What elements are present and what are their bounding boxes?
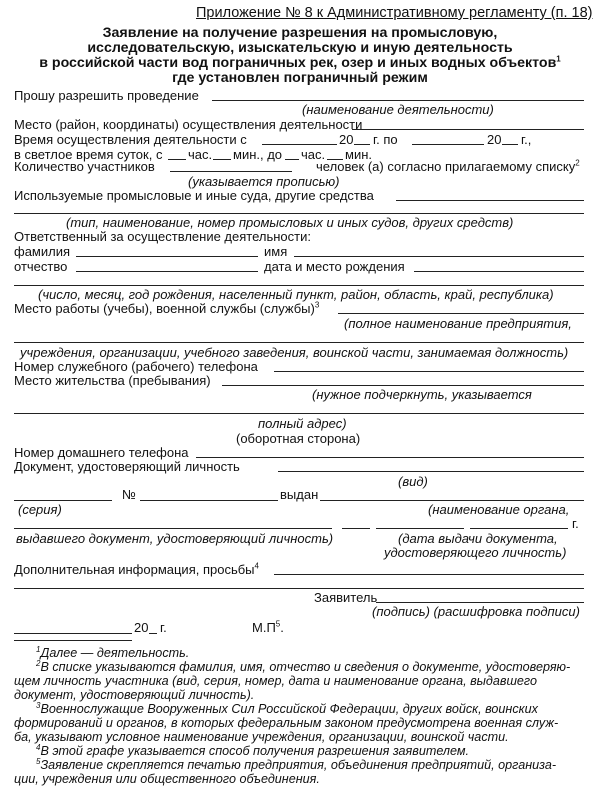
kind-hint: (вид) — [398, 474, 428, 489]
issue-year-suffix: г. — [572, 516, 579, 531]
sign-date-field-underline — [14, 640, 132, 641]
work-field[interactable] — [338, 313, 584, 314]
series-field[interactable] — [14, 500, 112, 501]
extra-info-field[interactable] — [274, 574, 584, 575]
minutes-label-2: мин. — [345, 147, 372, 162]
extra-info-field-line-2[interactable] — [14, 588, 584, 589]
id-document-label: Документ, удостоверяющий личность — [14, 459, 240, 474]
vessels-hint: (тип, наименование, номер промысловых и иных судов, других средств) — [66, 215, 514, 230]
stamp-label: $М.П^5$. — [252, 619, 284, 635]
residence-label: Место жительства (пребывания) — [14, 373, 211, 388]
surname-field[interactable] — [76, 256, 258, 257]
start-date-field[interactable] — [262, 144, 337, 145]
issue-date-hint-1: (дата выдачи документа, — [398, 531, 558, 546]
responsible-label: Ответственный за осуществление деятельности: — [14, 229, 311, 244]
work-phone-field[interactable] — [274, 371, 584, 372]
to-hours-field[interactable] — [285, 159, 299, 160]
signature-field[interactable] — [376, 602, 584, 603]
issue-year-field[interactable] — [470, 528, 568, 529]
work-label: Место работы (учебы), военной службы (службы)$^3$ — [14, 300, 320, 316]
vessels-field[interactable] — [396, 200, 584, 201]
number-sign: № — [122, 487, 136, 502]
issue-month-field[interactable] — [376, 528, 464, 529]
birth-field-line-2[interactable] — [14, 285, 584, 286]
form-title-line-3: в российской части вод пограничных рек, озер и иных водных объектов$^1$ — [39, 54, 561, 71]
issue-day-field[interactable] — [342, 528, 370, 529]
id-document-field[interactable] — [278, 471, 584, 472]
signature-hint: (подпись) (расшифровка подписи) — [372, 604, 580, 619]
participants-field[interactable] — [170, 171, 292, 172]
footnote-2-line-2: щем личность участника (вид, серия, номер, дата и наименование органа, выдавшего — [14, 674, 538, 688]
end-year-label: г., — [521, 132, 532, 147]
footnote-2: $^2$В списке указываются фамилия, имя, отчество и сведения о документе, удостоверяю- — [36, 658, 571, 674]
form-title-line-1: Заявление на получение разрешения на промысловую, — [102, 25, 498, 41]
org-hint-1: (полное наименование предприятия, — [344, 316, 572, 331]
activity-field[interactable] — [212, 100, 584, 101]
number-field[interactable] — [140, 500, 278, 501]
footnote-5-line-2: ции, учреждения или общественного объединения. — [14, 772, 320, 786]
hours-label-1: час. — [188, 147, 213, 162]
residence-field[interactable] — [222, 385, 584, 386]
residence-field-line-2[interactable] — [14, 413, 584, 414]
sign-year-prefix: 20 — [134, 620, 149, 635]
patronymic-field[interactable] — [76, 271, 258, 272]
footnote-5: $^5$Заявление скрепляется печатью предприятия, объединения предприятий, организа- — [36, 756, 557, 772]
full-address-hint: полный адрес) — [258, 416, 347, 431]
surname-label: фамилия — [14, 244, 71, 259]
issued-by-field[interactable] — [320, 500, 584, 501]
place-field[interactable] — [352, 129, 584, 130]
issued-label: выдан — [280, 487, 319, 502]
org-hint-2: учреждения, организации, учебного заведения, воинской части, занимаемая должность) — [20, 345, 569, 360]
activity-hint: (наименование деятельности) — [302, 102, 494, 117]
patronymic-label: отчество — [14, 259, 68, 274]
persons-label: человек (а) согласно прилагаемому списку$^2$ — [316, 158, 580, 174]
applicant-label: Заявитель — [314, 590, 378, 605]
extra-info-label: Дополнительная информация, просьбы$^4$ — [14, 561, 259, 577]
participants-label: Количество участников — [14, 159, 155, 174]
hours-label-2: час. — [301, 147, 326, 162]
work-phone-label: Номер служебного (рабочего) телефона — [14, 359, 258, 374]
year-to-label: г. по — [373, 132, 398, 147]
from-hours-field[interactable] — [168, 159, 186, 160]
reverse-side-label: (оборотная сторона) — [236, 431, 361, 446]
request-label: Прошу разрешить проведение — [14, 88, 199, 103]
birth-hint: (число, месяц, год рождения, населенный пункт, район, область, край, республика) — [38, 287, 554, 302]
form-title-line-2: исследовательскую, изыскательскую и иную деятельность — [87, 40, 513, 56]
series-hint: (серия) — [18, 502, 62, 517]
birth-label: дата и место рождения — [264, 259, 405, 274]
footnote-1: $^1$Далее — деятельность. — [36, 644, 190, 660]
underline-hint: (нужное подчеркнуть, указывается — [312, 387, 532, 402]
sign-date-field[interactable] — [14, 633, 132, 634]
work-field-line-2[interactable] — [14, 342, 584, 343]
footnote-3-line-3: ба, указывают условное наименование учреждения, организации, воинской части. — [14, 730, 509, 744]
appendix-reference: Приложение № 8 к Административному регламенту (п. 18) — [196, 5, 593, 21]
name-field[interactable] — [294, 256, 584, 257]
in-words-hint: (указывается прописью) — [188, 174, 340, 189]
footnote-4: $^4$В этой графе указывается способ получения разрешения заявителем. — [36, 742, 470, 758]
footnote-3: $^3$Военнослужащие Вооруженных Сил Российской Федерации, других войск, воинских — [36, 700, 538, 716]
end-date-field[interactable] — [412, 144, 484, 145]
issue-date-hint-2: удостоверяющего личность) — [384, 545, 567, 560]
authority-hint: (наименование органа, — [428, 502, 570, 517]
time-label: Время осуществления деятельности с — [14, 132, 247, 147]
name-label: имя — [264, 244, 288, 259]
minutes-to-label: мин., до — [233, 147, 283, 162]
issuer-hint: выдавшего документ, удостоверяющий личность) — [16, 531, 334, 546]
start-year-prefix: 20 — [339, 132, 354, 147]
form-title-line-4: где установлен пограничный режим — [172, 70, 428, 86]
from-minutes-field[interactable] — [213, 159, 231, 160]
start-year-field[interactable] — [354, 144, 370, 145]
footnote-2-line-3: документ, удостоверяющий личность). — [14, 688, 255, 702]
birth-field[interactable] — [414, 271, 584, 272]
sign-year-field[interactable] — [149, 633, 157, 634]
daytime-label: в светлое время суток, с — [14, 147, 163, 162]
home-phone-label: Номер домашнего телефона — [14, 445, 189, 460]
end-year-prefix: 20 — [487, 132, 502, 147]
home-phone-field[interactable] — [196, 457, 584, 458]
vessels-label: Используемые промысловые и иные суда, другие средства — [14, 188, 374, 203]
footnote-3-line-2: формирований и органов, в которых федеральным законом предусмотрена военная служ- — [14, 716, 559, 730]
sign-year-suffix: г. — [160, 620, 167, 635]
vessels-field-line-2[interactable] — [14, 213, 584, 214]
place-label: Место (район, координаты) осуществления деятельности — [14, 117, 363, 132]
end-year-field[interactable] — [502, 144, 518, 145]
issued-by-field-line-2[interactable] — [14, 528, 332, 529]
